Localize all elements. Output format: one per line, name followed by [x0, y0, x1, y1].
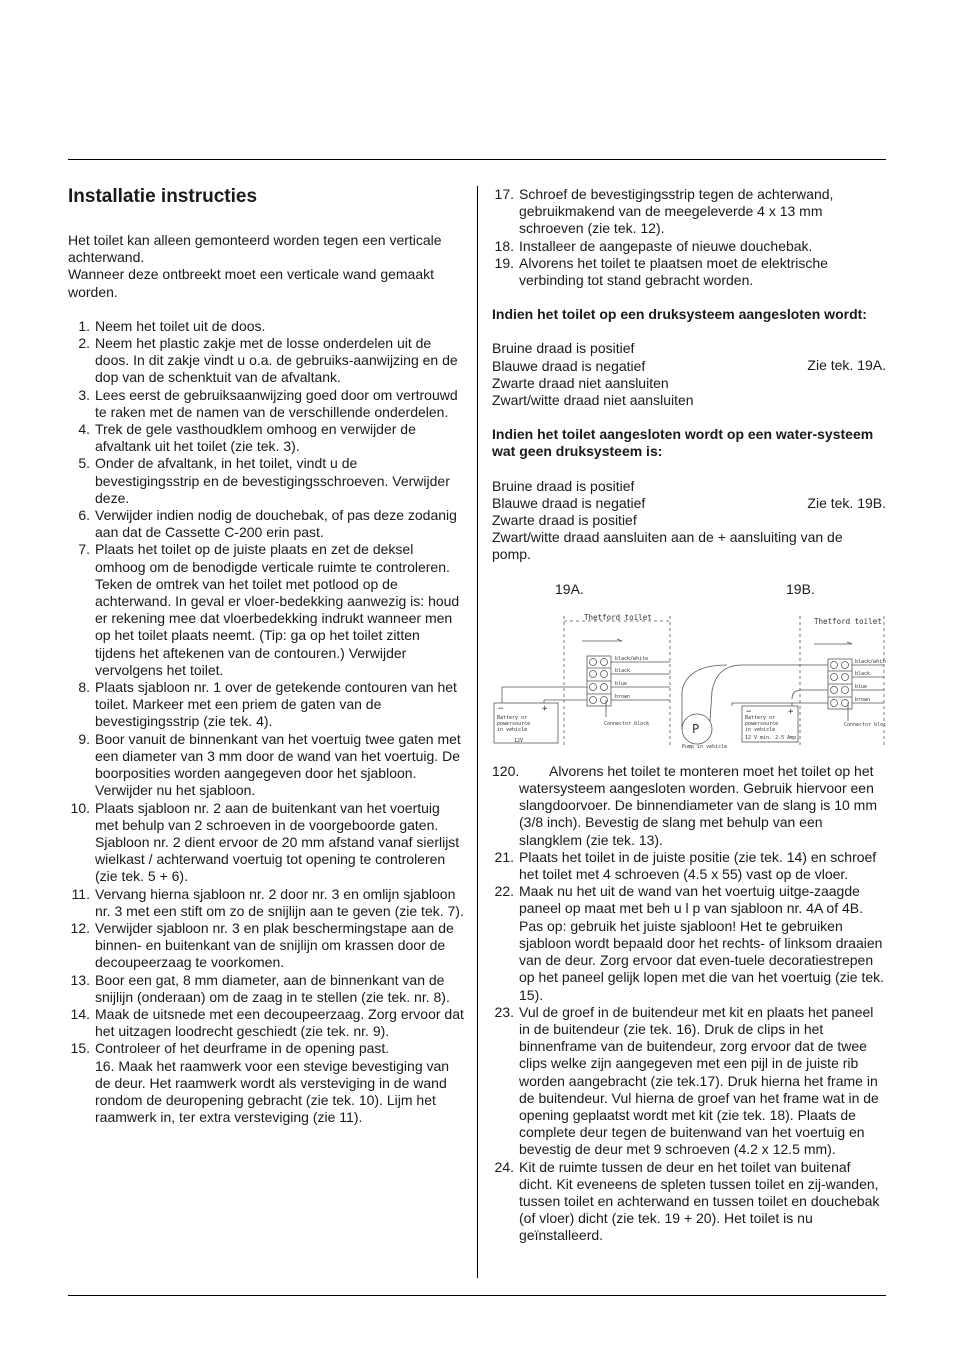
step-text: Schroef de bevestigingsstrip tegen de achterwand, gebruikmakend van de meegeleverde 4 x 13 mm schroeven (zie tek. 12).: [519, 186, 834, 237]
step-text: Onder de afvaltank, in het toilet, vindt u de bevestigingsstrip en de bevestigingsschroeven. Verwijder deze.: [95, 455, 450, 506]
header-rule: [68, 159, 886, 160]
wire-label: black: [615, 667, 631, 674]
pressure-line: Zwart/witte draad niet aansluiten: [492, 392, 694, 409]
step-text: Boor een gat, 8 mm diameter, aan de binnenkant van de snijlijn (onderaan) om de zaag in te stellen (zie tek. nr. 8).: [95, 971, 450, 1005]
step-text: Maak nu het uit de wand van het voertuig uitge-zaagde paneel op maat met beh u l p van sjabloon nr. 4A of 4B. Pas op: gebruik het juiste sjabloon! Het te gebruiken sjabloon wordt bepaald door het rechts- of linksom draaien van de deur. Zorg ervoor dat even-tuele decoratiestrepen op het paneel gelijk lopen met die van het voertuig (zie tek. 15).: [519, 883, 885, 1003]
pressure-line: Zwarte draad niet aansluiten: [492, 374, 669, 391]
step-item: [68, 800, 464, 886]
step-number: 120.: [492, 762, 520, 779]
step-item: [492, 255, 886, 289]
intro-paragraph-1: Het toilet kan alleen gemonteerd worden tegen een verticale achterwand.: [68, 232, 442, 266]
battery-label-b: powersource: [745, 720, 779, 727]
right-column: [492, 186, 886, 1245]
step-number: 11.: [71, 885, 90, 902]
plus-sign: +: [788, 706, 794, 717]
toilet-label-a: Thetford toilet: [584, 612, 652, 622]
step-text: Neem het toilet uit de doos.: [95, 317, 266, 334]
step-item: [68, 972, 464, 1006]
step-120: [492, 763, 886, 849]
step-item: [68, 920, 464, 972]
water-line: Bruine draad is positief: [492, 477, 635, 494]
wire-label: black/white: [615, 655, 649, 662]
step-number: 8.: [78, 679, 90, 696]
right-step-list-bottom: [492, 849, 886, 1245]
step-item: [68, 387, 464, 421]
water-line: Blauwe draad is negatief: [492, 494, 646, 511]
step-extra: Verwijder nu het sjabloon.: [95, 782, 256, 799]
minus-sign: −: [498, 703, 504, 714]
battery-label-a: in vehicle: [497, 726, 528, 733]
pressure-line: Bruine draad is positief: [492, 340, 635, 357]
step-number: 3.: [78, 386, 90, 403]
step-number: 17.: [494, 186, 514, 202]
left-column: [68, 186, 464, 1126]
intro-paragraph-2: Wanneer deze ontbreekt moet een verticale wand gemaakt worden.: [68, 266, 435, 300]
left-step-list: [68, 318, 464, 1058]
connector-label-a: Connector block: [604, 720, 650, 727]
step-item: [68, 1040, 464, 1057]
pump-symbol: P: [692, 721, 700, 736]
step-number: 7.: [78, 541, 90, 558]
voltage-label-a: 12V: [514, 737, 524, 744]
pressure-figure-ref: Zie tek. 19A.: [807, 357, 886, 374]
step-text: Controleer of het deurframe in de opening past.: [95, 1040, 390, 1057]
connector-label-b: Connector block: [844, 721, 886, 728]
step-item: [68, 541, 464, 679]
step-16: 16. Maak het raamwerk voor een stevige bevestiging van de deur. Het raamwerk wordt als versteviging in de wand rondom de deuropening gebracht (zie tek. 10). Lijm het raamwerk in, ter extra versteviging (zie 11).: [95, 1057, 450, 1126]
wire-label: black: [855, 670, 871, 677]
wire-label: blue: [615, 680, 628, 687]
step-number: 2.: [78, 335, 90, 352]
pressure-wiring: [492, 340, 886, 409]
step-item: [492, 849, 886, 883]
step-text: Kit de ruimte tussen de deur en het toilet van buitenaf dicht. Kit eveneens de spleten tussen toilet en zij-wanden, tussen toilet en achterwand en tussen toilet en douchebak (of vloer) dicht (zie tek. 19 + 20). Het toilet is nu geïnstalleerd.: [519, 1158, 880, 1244]
step-number: 10.: [70, 799, 90, 816]
step-number: 6.: [78, 507, 90, 524]
step-number: 22.: [494, 883, 514, 900]
battery-label-b: in vehicle: [745, 726, 776, 733]
step-item: [492, 883, 886, 1003]
step-number: 1.: [78, 317, 90, 334]
step-item: [68, 731, 464, 800]
wire-label: black/white: [855, 658, 886, 665]
step-text: Plaats sjabloon nr. 2 aan de buitenkant van het voertuig met behulp van 2 schroeven in de voorgeboorde gaten. Sjabloon nr. 2 dient ervoor de 20 mm afstand vanaf sierlijst wielkast / achterwand voertuig tot opening te controleren (zie tek. 5 + 6).: [95, 799, 460, 885]
pump-label: Pump in vehicle: [682, 743, 728, 749]
step-item: [68, 1006, 464, 1040]
battery-label-a: Battery or: [497, 714, 528, 721]
step-item: [68, 679, 464, 731]
battery-label-b: Battery or: [745, 714, 776, 721]
figure-labels: [492, 581, 886, 611]
step-item: [492, 1004, 886, 1159]
battery-label-a: powersource: [497, 720, 531, 727]
voltage-label-b: 12 V min. 2.5 Amp: [745, 734, 797, 741]
page-title: Installatie instructies: [68, 186, 258, 207]
step-item: [68, 421, 464, 455]
step-text: Maak de uitsnede met een decoupeerzaag. Zorg ervoor dat het uitzagen loodrecht geschiedt (zie tek. nr. 9).: [95, 1005, 464, 1040]
column-divider: [477, 186, 478, 1278]
step-number: 4.: [78, 421, 90, 438]
step-number: 12.: [70, 919, 90, 936]
step-item: [492, 238, 886, 255]
step-number: 19.: [494, 254, 514, 271]
pressure-line: Blauwe draad is negatief: [492, 357, 646, 374]
water-last-line: Zwart/witte draad aansluiten aan de + aansluiting van de pomp.: [492, 529, 843, 563]
pressure-heading: Indien het toilet op een druksysteem aangesloten wordt:: [492, 306, 867, 323]
step-text: Boor vanuit de binnenkant van het voertuig twee gaten met een diameter van 3 mm door de wand van het voertuig. De boorposities worden aangegeven door het sjabloon.: [95, 730, 461, 782]
toilet-label-b: Thetford toilet: [814, 616, 882, 626]
step-number: 24.: [494, 1158, 514, 1175]
step-number: 21.: [494, 848, 514, 865]
step-number: 13.: [70, 971, 90, 988]
step-text: Plaats het toilet op de juiste plaats en zet de deksel omhoog om de benodigde verticale ruimte te controleren. Teken de omtrek van het toilet met potlood op de achterwand. In geval er vloer-bedekking aanwezig is: houd er rekening mee dat vloerbedekking indrukt wanneer men op het toilet plaats neemt. (Tip: ga op het toilet zitten tijdens het aftekenen van de contouren.) Verwijder vervolgens het toilet.: [95, 541, 460, 678]
step-number: 14.: [70, 1005, 90, 1022]
step-number: 9.: [78, 730, 90, 747]
step-item: [68, 335, 464, 387]
water-wiring: [492, 478, 886, 530]
step-item: [492, 186, 886, 238]
wire-label: brown: [855, 696, 871, 703]
footer-rule: [68, 1295, 886, 1296]
step-item: [68, 507, 464, 541]
wiring-diagram: [492, 611, 886, 749]
step-number: 15.: [70, 1040, 90, 1057]
step-item: [68, 455, 464, 507]
step-text: Plaats het toilet in de juiste positie (zie tek. 14) en schroef het toilet met 4 schroeven (4.5 x 55) vast op de vloer.: [519, 848, 877, 883]
step-text: Vul de groef in de buitendeur met kit en plaats het paneel in de buitendeur (zie tek. 16). Druk de clips in het binnenframe van de buitendeur, zorg ervoor dat de twee clips welke zijn aangegeven met een pijl in de juiste rib worden aangebracht (zie tek.17). Druk hierna het frame in de buitendeur. Vul hierna de groef van het frame wat in de opening geplaatst wordt met kit (zie tek. 18). Plaats de complete deur tegen de buitenwand van het voertuig en bevestig de deur met 9 schroeven (4.2 x 12.5 mm).: [519, 1003, 879, 1158]
right-step-list-top: [492, 186, 886, 289]
step-text: Plaats sjabloon nr. 1 over de getekende contouren van het toilet. Markeer met een priem de gaten van de bevestigingsstrip (zie tek. 4).: [95, 679, 457, 730]
water-figure-ref: Zie tek. 19B.: [807, 494, 886, 511]
minus-sign: −: [746, 706, 752, 717]
step-text: Installeer de aangepaste of nieuwe douchebak.: [519, 237, 813, 254]
plus-sign: +: [542, 703, 548, 714]
wire-label: brown: [615, 693, 631, 700]
step-item: [68, 318, 464, 335]
step-text: Trek de gele vasthoudklem omhoog en verwijder de afvaltank uit het toilet (zie tek. 3).: [95, 421, 416, 455]
step-text: Alvorens het toilet te monteren moet het toilet op het watersysteem aangesloten worden. Gebruik hiervoor een slangdoorvoer. De binnendiameter van de slang is 10 mm (3/8 inch). Bevestig de slang met behulp van een slangklem (zie tek. 13).: [519, 762, 877, 848]
figure-19b-label: 19B.: [786, 580, 815, 597]
water-line: Zwarte draad is positief: [492, 512, 637, 529]
step-text: Verwijder sjabloon nr. 3 en plak beschermingstape aan de binnen- en buitenkant van de snijlijn om krassen door de decoupeerzaag te voorkomen.: [95, 919, 454, 971]
step-text: Neem het plastic zakje met de losse onderdelen uit de doos. In dit zakje vindt u o.a. de gebruiks-aanwijzing en de dop van de schenktuit van de afvaltank.: [95, 335, 458, 386]
step-text: Alvorens het toilet te plaatsen moet de elektrische verbinding tot stand gebracht worden.: [519, 254, 828, 289]
wire-label: blue: [855, 683, 868, 690]
step-number: 23.: [494, 1003, 514, 1020]
step-text: Vervang hierna sjabloon nr. 2 door nr. 3 en omlijn sjabloon nr. 3 met een stift om zo de snijlijn aan te geven (zie tek. 7).: [95, 885, 464, 919]
step-item: [68, 886, 464, 920]
figure-19a-label: 19A.: [555, 580, 584, 597]
step-item: [492, 1159, 886, 1245]
step-text: Verwijder indien nodig de douchebak, of pas deze zodanig aan dat de Cassette C-200 erin past.: [95, 507, 457, 541]
water-heading: Indien het toilet aangesloten wordt op een water-systeem wat geen druksysteem is:: [492, 426, 874, 460]
step-number: 5.: [78, 455, 90, 472]
step-text: Lees eerst de gebruiksaanwijzing goed door om vertrouwd te raken met de namen van de verschillende onderdelen.: [95, 386, 458, 420]
step-number: 18.: [494, 237, 514, 254]
